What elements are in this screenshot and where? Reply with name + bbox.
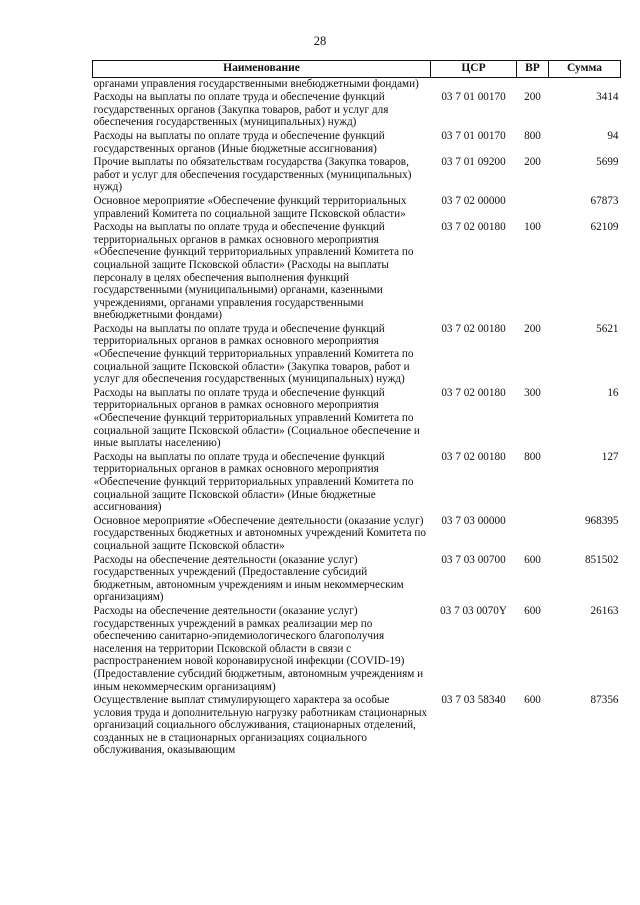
row-vr: 800 [524, 129, 541, 142]
row-name: Основное мероприятие «Обеспечение функций территориальных управлений Комитета по социальной защите Псковской области» [93, 194, 407, 220]
row-sum: 26163 [590, 604, 619, 617]
row-sum: 5621 [596, 322, 619, 335]
row-name: Основное мероприятие «Обеспечение деятельности (оказание услуг) государственных бюджетных и автономных учреждений Комитета по социальной защите Псковской области» [93, 514, 426, 552]
row-vr: 200 [524, 91, 541, 104]
row-name: Расходы на выплаты по оплате труда и обеспечение функций территориальных органов в рамках основного мероприятия «Обеспечение функций территориальных управлений Комитета по социальной защите Псковской области» (Расходы на выплаты персоналу в целях обеспечения выполнения функций государственными (муниципальными) органами, казенными учреждениями, органами управления государственными внебюджетными фондами) [93, 221, 414, 322]
row-vr: 800 [524, 450, 541, 463]
row-csr: 03 7 02 00180 [441, 450, 506, 463]
table-row [93, 323, 621, 387]
row-csr: 03 7 01 00170 [441, 91, 506, 104]
table-row [93, 694, 621, 758]
row-csr [431, 77, 517, 91]
row-sum: 94 [607, 129, 619, 142]
header-name: Наименование [93, 61, 431, 78]
row-csr: 03 7 01 00170 [441, 129, 506, 142]
row-vr: 200 [524, 156, 541, 169]
table-row [93, 451, 621, 515]
row-sum: 87356 [590, 694, 619, 707]
table-row [93, 156, 621, 195]
table-row [93, 195, 621, 221]
header-csr: ЦСР [431, 61, 517, 78]
header-sum: Сумма [549, 61, 621, 78]
row-sum: 127 [601, 450, 619, 463]
row-csr: 03 7 03 00000 [441, 514, 506, 527]
page-number: 28 [313, 34, 327, 48]
table-row [93, 221, 621, 323]
row-csr: 03 7 03 58340 [441, 694, 506, 707]
table-row [93, 130, 621, 156]
row-csr: 03 7 01 09200 [441, 156, 506, 169]
table-row [93, 77, 621, 91]
header-vr: ВР [517, 61, 549, 78]
budget-table [92, 60, 621, 758]
row-vr: 300 [524, 386, 541, 399]
row-csr: 03 7 02 00180 [441, 221, 506, 234]
row-csr: 03 7 02 00000 [441, 194, 506, 207]
row-csr: 03 7 03 00700 [441, 553, 506, 566]
row-vr: 100 [524, 221, 541, 234]
row-sum: 851502 [584, 553, 619, 566]
row-name: Осуществление выплат стимулирующего характера за особые условия труда и дополнительную нагрузку работникам стационарных организаций социального обслуживания, стационарных отделений, созданных не в стационарных организациях социального обслуживания, оказывающим [93, 694, 428, 757]
table-row [93, 515, 621, 554]
row-csr: 03 7 03 0070Y [440, 604, 507, 617]
row-vr: 600 [524, 694, 541, 707]
row-name: Прочие выплаты по обязательствам государства (Закупка товаров, работ и услуг для обеспечения государственных (муниципальных) нужд) [93, 156, 412, 194]
row-name: Расходы на выплаты по оплате труда и обеспечение функций государственных органов (Иные бюджетные ассигнования) [93, 129, 385, 155]
row-name: Расходы на выплаты по оплате труда и обеспечение функций территориальных органов в рамках основного мероприятия «Обеспечение функций территориальных управлений Комитета по социальной защите Псковской области» (Социальное обеспечение и иные выплаты населению) [93, 386, 420, 450]
row-sum: 968395 [584, 514, 619, 527]
row-vr [517, 77, 549, 91]
row-name: Расходы на обеспечение деятельности (оказание услуг) государственных учреждений (Предоставление субсидий бюджетным, автономным учреждениям и иным некоммерческим организациям) [93, 553, 404, 604]
table-row [93, 387, 621, 451]
row-vr: 600 [524, 604, 541, 617]
row-name: органами управления государственными внебюджетными фондами) [93, 77, 419, 90]
row-vr: 600 [524, 553, 541, 566]
row-sum: 3414 [596, 91, 619, 104]
row-csr: 03 7 02 00180 [441, 386, 506, 399]
row-csr: 03 7 02 00180 [441, 322, 506, 335]
row-sum [549, 77, 621, 91]
table-header-row [93, 61, 621, 78]
row-sum: 67873 [590, 194, 619, 207]
row-name: Расходы на обеспечение деятельности (оказание услуг) государственных учреждений в рамках реализации мер по обеспечению санитарно-эпидемиологического благополучия населения на территории Псковской области в связи с распространением новой коронавирусной инфекции (COVID-19) (Предоставление субсидий бюджетным, автономным учреждениям и иным некоммерческим организациям) [93, 604, 424, 693]
row-sum: 5699 [596, 156, 619, 169]
row-name: Расходы на выплаты по оплате труда и обеспечение функций территориальных органов в рамках основного мероприятия «Обеспечение функций территориальных управлений Комитета по социальной защите Псковской области» (Закупка товаров, работ и услуг для обеспечения государственных (муниципальных) нужд) [93, 322, 414, 386]
row-vr: 200 [524, 322, 541, 335]
row-name: Расходы на выплаты по оплате труда и обеспечение функций территориальных органов в рамках основного мероприятия «Обеспечение функций территориальных управлений Комитета по социальной защите Псковской области» (Иные бюджетные ассигнования) [93, 450, 414, 514]
row-sum: 16 [607, 386, 619, 399]
table-row [93, 91, 621, 130]
table-row [93, 554, 621, 605]
row-name: Расходы на выплаты по оплате труда и обеспечение функций государственных органов (Закупка товаров, работ и услуг для обеспечения государственных (муниципальных) нужд) [93, 91, 389, 129]
table-row [93, 605, 621, 694]
row-vr [517, 515, 549, 554]
row-sum: 62109 [590, 221, 619, 234]
row-vr [517, 195, 549, 221]
